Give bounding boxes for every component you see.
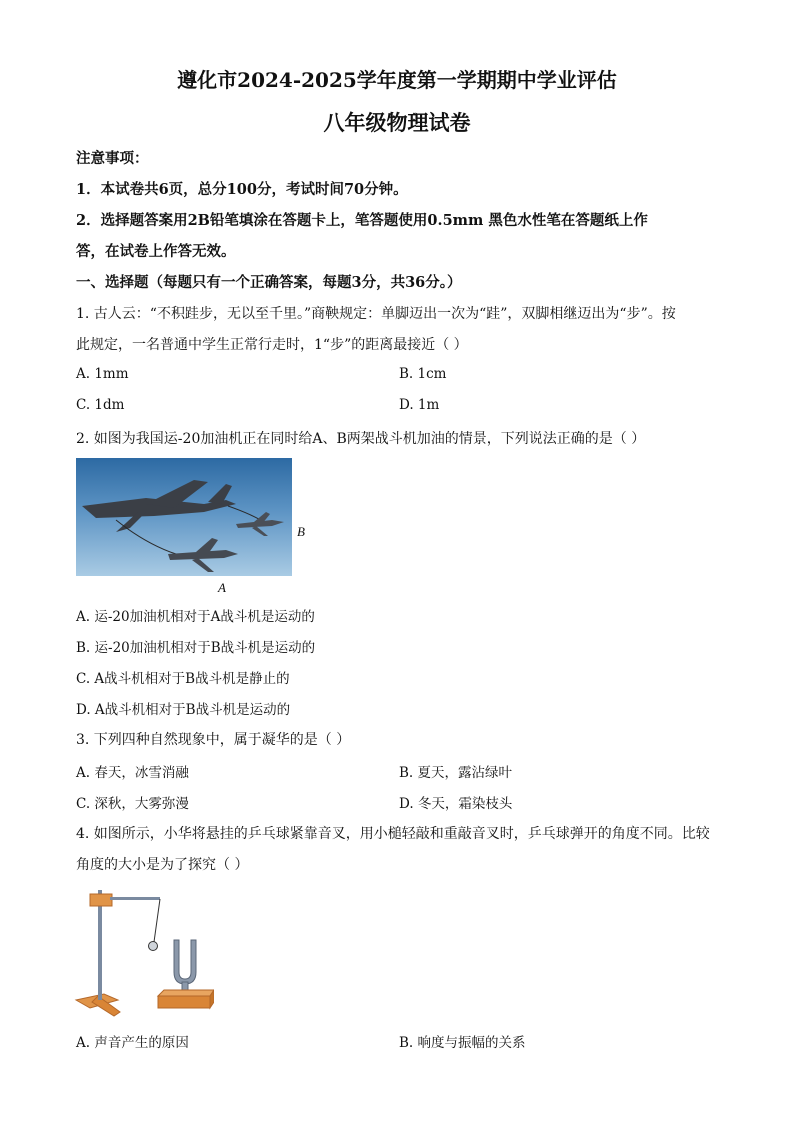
notes-item-1: 1．本试卷共6页，总分100分，考试时间70分钟。 (76, 181, 408, 198)
q1-option-c: C. 1dm (76, 397, 125, 413)
q1-stem-line-1: 1. 古人云：“不积跬步，无以至千里。”商鞅规定：单脚迈出一次为“跬”，双脚相继迈出为“步”。按 (76, 306, 676, 322)
resonance-box (158, 996, 210, 1008)
q2-option-b: B. 运-20加油机相对于B战斗机是运动的 (76, 640, 316, 656)
notes-item-2-line-2: 答，在试卷上作答无效。 (76, 243, 236, 260)
tuning-fork-illustration (74, 884, 214, 1018)
tuning-fork-apparatus (74, 884, 214, 1018)
q3-option-c: C. 深秋，大雾弥漫 (76, 796, 189, 812)
fighter-a-label: A (218, 580, 226, 595)
q3-stem: 3. 下列四种自然现象中，属于凝华的是（ ） (76, 732, 351, 748)
q4-option-a: A. 声音产生的原因 (76, 1035, 189, 1051)
q1-option-d: D. 1m (399, 397, 440, 413)
q1-option-b: B. 1cm (399, 366, 447, 382)
notes-item-2-line-1: 2．选择题答案用2B铅笔填涂在答题卡上，笔答题使用0.5mm 黑色水性笔在答题纸上作 (76, 212, 648, 229)
stand-arm (110, 897, 160, 900)
section-heading: 一、选择题（每题只有一个正确答案，每题3分，共36分。） (76, 274, 462, 291)
fighter-b-label: B (297, 524, 305, 539)
ping-pong-ball-icon (149, 942, 158, 951)
q3-option-a: A. 春天，冰雪消融 (76, 765, 189, 781)
string (154, 899, 160, 942)
q2-option-c: C. A战斗机相对于B战斗机是静止的 (76, 671, 290, 687)
q3-option-d: D. 冬天，霜染枝头 (399, 796, 513, 812)
q2-option-d: D. A战斗机相对于B战斗机是运动的 (76, 702, 291, 718)
refueling-illustration (76, 458, 292, 576)
q4-stem-line-1: 4. 如图所示，小华将悬挂的乒乓球紧靠音叉，用小槌轻敲和重敲音叉时，乒乓球弹开的角度不同。比较 (76, 826, 710, 842)
q1-stem-line-2: 此规定，一名普通中学生正常行走时，1“步”的距离最接近（ ） (76, 337, 468, 353)
refueling-photo (76, 458, 292, 576)
exam-title: 遵化市2024-2025学年度第一学期期中学业评估 (177, 68, 617, 92)
q4-stem-line-2: 角度的大小是为了探究（ ） (76, 857, 249, 873)
q4-option-b: B. 响度与振幅的关系 (399, 1035, 526, 1051)
q1-option-a: A. 1mm (76, 366, 129, 382)
exam-subtitle: 八年级物理试卷 (323, 110, 471, 135)
notes-heading: 注意事项： (76, 150, 149, 167)
clamp (90, 894, 112, 906)
q2-option-a: A. 运-20加油机相对于A战斗机是运动的 (76, 609, 315, 625)
tuning-fork-icon (174, 940, 196, 984)
q2-stem: 2. 如图为我国运-20加油机正在同时给A、B两架战斗机加油的情景，下列说法正确的是（ ） (76, 431, 646, 447)
q3-option-b: B. 夏天，露沾绿叶 (399, 765, 513, 781)
